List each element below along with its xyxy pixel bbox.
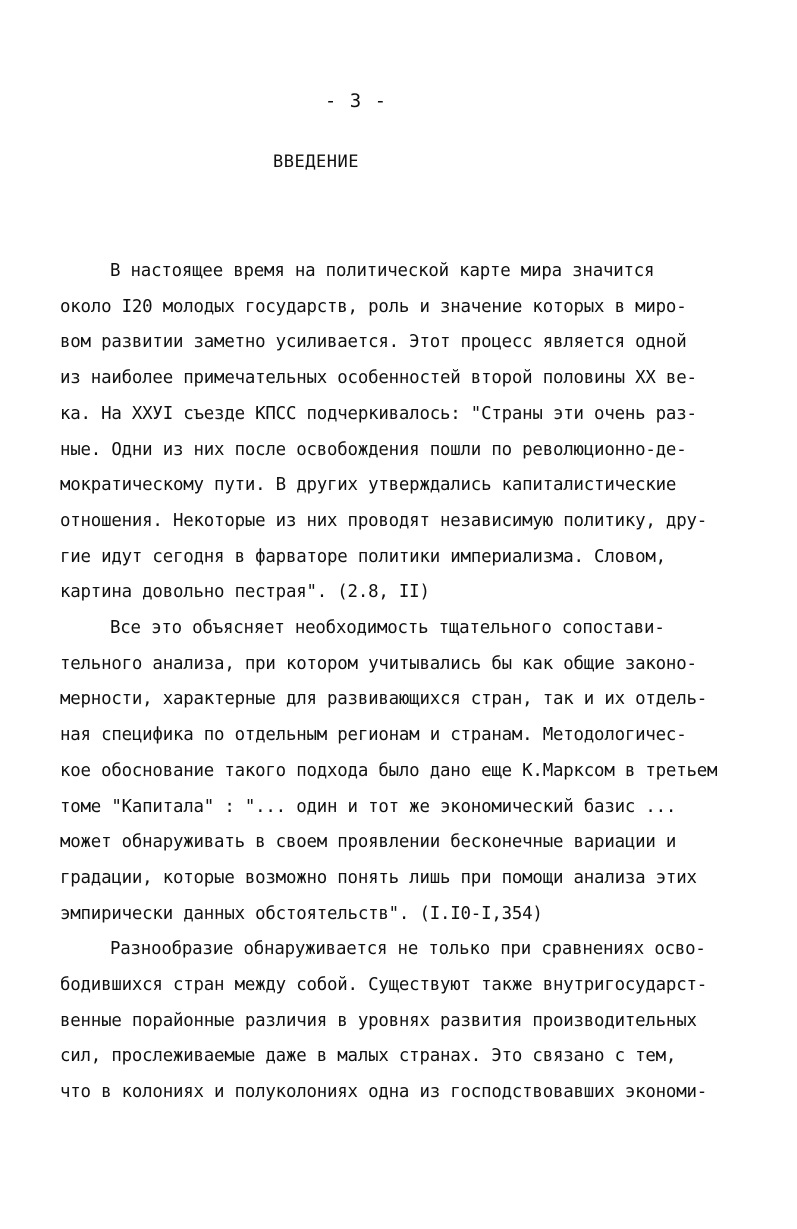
text-line: мократическому пути. В других утверждались капиталистические [60, 475, 677, 496]
text-line: Все это объясняет необходимость тщательного сопостави- [110, 618, 665, 638]
text-line: кое обоснование такого подхода было дано еще К.Марксом в третьем [60, 760, 718, 781]
text-line: сил, прослеживаемые даже в малых странах. Это связано с тем, [60, 1046, 677, 1067]
text-line: из наиболее примечательных особенностей второй половины XX ве- [60, 368, 697, 389]
text-line: ка. На XXУI съезде КПСС подчеркивалось: "Страны эти очень раз- [60, 403, 697, 424]
text-line: венные порайонные различия в уровнях развития производительных [60, 1010, 697, 1031]
text-line: картина довольно пестрая". (2.8, II) [60, 582, 430, 603]
text-line: Разнообразие обнаруживается не только при сравнениях осво- [110, 939, 706, 960]
text-line: может обнаруживать в своем проявлении бесконечные вариации и [60, 832, 677, 853]
text-line: вом развитии заметно усиливается. Этот процесс является одной [60, 332, 687, 353]
text-line: гие идут сегодня в фарватоpe политики империализма. Словом, [60, 546, 666, 567]
text-line: градации, которые возможно понять лишь при помощи анализа этих [60, 867, 697, 888]
text-line: тельного анализа, при котором учитывались бы как общие законо- [60, 653, 697, 674]
text-line: что в колониях и полуколониях одна из господствовавших экономи- [60, 1082, 708, 1103]
text-line: В настоящее время на политической карте мира значится [110, 261, 655, 281]
text-line: мерности, характерные для развивающихся стран, так и их отдель- [60, 689, 708, 710]
text-line: около I20 молодых государств, роль и значение которых в миро- [60, 296, 687, 317]
page-number: - 3 - [324, 90, 388, 112]
section-heading: ВВЕДЕНИЕ [273, 152, 359, 172]
text-line: бодившихся стран между собой. Существуют также внутригосударст- [60, 975, 708, 995]
text-line: ные. Одни из них после освобождения пошли по революционно-де- [60, 439, 687, 460]
text-line: ная специфика по отдельным регионам и странам. Методологичес- [60, 725, 687, 746]
text-line: эмпирически данных обстоятельств". (I.I0-I,354) [60, 903, 543, 924]
text-line: томе "Капитала" : "... один и тот же экономический базис ... [60, 796, 677, 817]
text-line: отношения. Некоторые из них проводят независимую политику, дру- [60, 510, 708, 531]
